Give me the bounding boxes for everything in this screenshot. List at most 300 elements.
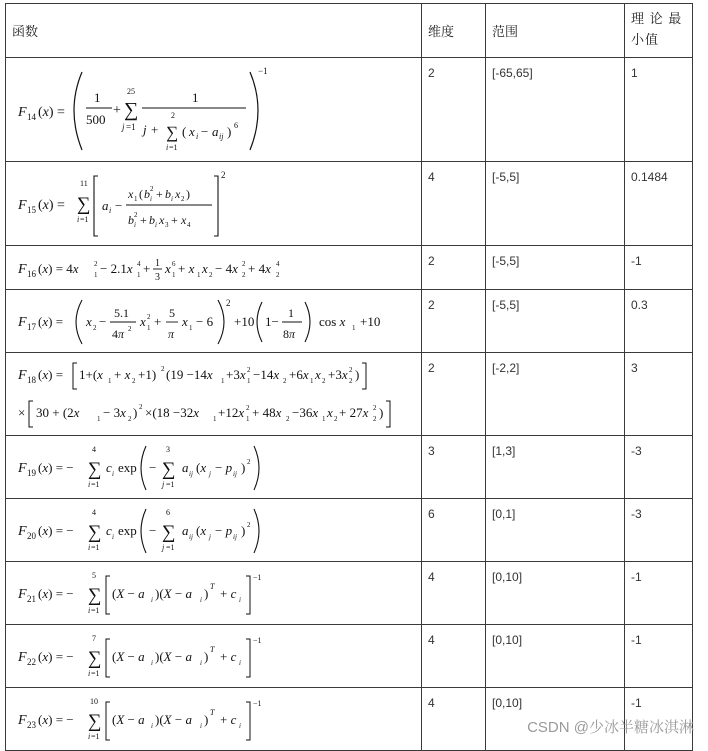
table-row — [6, 162, 693, 246]
svg-text:=1: =1 — [166, 543, 175, 552]
svg-text:2: 2 — [349, 377, 353, 385]
svg-text:cos x: cos x — [319, 314, 346, 329]
svg-text:i: i — [239, 596, 241, 604]
svg-text:3: 3 — [155, 272, 160, 283]
svg-text:=1: =1 — [91, 606, 100, 615]
svg-text:2: 2 — [139, 403, 143, 411]
header-row — [6, 4, 693, 58]
svg-text:2: 2 — [134, 211, 138, 219]
svg-text:ij: ij — [233, 470, 237, 478]
svg-text:=1: =1 — [169, 143, 178, 152]
svg-text:(x) = −: (x) = − — [38, 649, 74, 664]
svg-text:(: ( — [139, 187, 143, 201]
svg-text:+3x: +3x — [226, 367, 246, 382]
svg-text:(x: (x — [196, 460, 207, 475]
svg-text:1: 1 — [221, 377, 225, 385]
svg-text:∑: ∑ — [88, 648, 102, 669]
svg-text:+: + — [156, 187, 163, 201]
svg-text:i: i — [151, 659, 153, 667]
cell-dimension: 4 — [422, 162, 486, 246]
svg-text:i: i — [196, 132, 199, 141]
svg-text:2: 2 — [247, 458, 251, 466]
svg-text:j: j — [162, 543, 165, 552]
cell-min: 3 — [625, 353, 693, 436]
svg-text:−: − — [115, 198, 123, 213]
cell-dimension: 4 — [422, 625, 486, 688]
svg-text:1: 1 — [352, 324, 356, 332]
svg-text:2: 2 — [132, 377, 136, 385]
cell-min: 0.1484 — [625, 162, 693, 246]
svg-text:∑: ∑ — [166, 123, 179, 142]
svg-text:b: b — [144, 187, 150, 201]
svg-text:2: 2 — [283, 377, 287, 385]
svg-text:F: F — [18, 461, 27, 476]
svg-text:∑: ∑ — [124, 99, 139, 121]
svg-text:F: F — [18, 368, 27, 383]
formula-f22 — [6, 625, 422, 688]
svg-text:): ) — [186, 187, 190, 201]
svg-text:): ) — [204, 712, 209, 727]
benchmark-table — [5, 3, 693, 751]
svg-text:6: 6 — [234, 121, 238, 130]
svg-text:+3x: +3x — [328, 367, 348, 382]
svg-text:+10: +10 — [234, 314, 255, 329]
cell-range: [1,3] — [486, 436, 625, 499]
svg-text:− p: − p — [215, 523, 233, 538]
svg-text:): ) — [379, 405, 384, 420]
cell-range: [-5,5] — [486, 162, 625, 246]
svg-text:18: 18 — [27, 375, 36, 385]
svg-text:1: 1 — [322, 415, 326, 423]
svg-text:2: 2 — [242, 271, 246, 279]
svg-text:2: 2 — [161, 365, 165, 373]
svg-text:1: 1 — [192, 90, 199, 105]
svg-text:ij: ij — [189, 533, 193, 541]
cell-range: [0,10] — [486, 625, 625, 688]
svg-text:∑: ∑ — [77, 194, 91, 215]
svg-text:): ) — [204, 649, 209, 664]
svg-text:i: i — [134, 221, 136, 229]
svg-text:1: 1 — [94, 271, 98, 279]
svg-text:8π: 8π — [283, 327, 296, 341]
cell-min: 1 — [625, 58, 693, 162]
svg-text:2: 2 — [322, 377, 326, 385]
svg-text:i: i — [77, 215, 80, 224]
svg-text:4: 4 — [187, 221, 191, 229]
svg-text:exp: exp — [118, 523, 137, 538]
svg-text:2: 2 — [286, 415, 290, 423]
svg-text:− p: − p — [215, 460, 233, 475]
svg-text:1: 1 — [147, 324, 151, 332]
svg-text:2: 2 — [209, 271, 213, 279]
svg-text:x: x — [189, 124, 195, 139]
svg-text:i: i — [151, 722, 153, 730]
svg-text:+: + — [151, 122, 159, 137]
svg-text:a: a — [212, 124, 219, 139]
header-theoretical-min: 理 论 最 小值 — [625, 4, 693, 58]
svg-text:+10: +10 — [360, 314, 381, 329]
svg-text:T: T — [210, 645, 215, 654]
svg-text:F: F — [18, 262, 27, 277]
svg-text:ij: ij — [189, 470, 193, 478]
svg-text:4: 4 — [92, 445, 96, 454]
svg-text:+: + — [143, 261, 151, 276]
svg-text:(X − a: (X − a — [112, 712, 145, 727]
svg-text:− 2.1x: − 2.1x — [100, 261, 133, 276]
svg-text:6: 6 — [172, 260, 176, 268]
svg-text:x: x — [327, 405, 333, 420]
svg-text:i: i — [88, 732, 91, 741]
svg-text:2: 2 — [128, 325, 132, 333]
svg-text:2: 2 — [181, 195, 185, 203]
svg-text:x: x — [86, 314, 92, 329]
svg-text:1: 1 — [246, 415, 250, 423]
svg-text:11: 11 — [80, 179, 88, 188]
header-dimension: 维度 — [422, 4, 486, 58]
svg-text:2: 2 — [373, 404, 377, 412]
cell-dimension: 2 — [422, 58, 486, 162]
svg-text:2: 2 — [334, 415, 338, 423]
svg-text:exp: exp — [118, 460, 137, 475]
svg-text:20: 20 — [27, 531, 36, 541]
svg-text:− 4x: − 4x — [215, 261, 238, 276]
svg-text:(X − a: (X − a — [112, 586, 145, 601]
svg-text:x: x — [181, 213, 187, 227]
svg-text:1: 1 — [108, 377, 112, 385]
table-row — [6, 436, 693, 499]
svg-text:∑: ∑ — [88, 459, 102, 480]
svg-text:x: x — [159, 213, 165, 227]
svg-text:2: 2 — [171, 111, 175, 120]
svg-text:+: + — [140, 213, 147, 227]
svg-text:(x) =: (x) = — [38, 314, 64, 329]
svg-text:− 6: − 6 — [196, 314, 214, 329]
svg-text:i: i — [88, 606, 91, 615]
cell-min: -1 — [625, 688, 693, 751]
svg-text:(x) = −: (x) = − — [38, 460, 74, 475]
svg-text:×(18 −32x: ×(18 −32x — [145, 405, 200, 420]
svg-text:i: i — [112, 470, 114, 478]
svg-text:+ c: + c — [220, 649, 237, 664]
table-row — [6, 58, 693, 162]
svg-text:4π: 4π — [112, 327, 125, 341]
cell-min: -1 — [625, 625, 693, 688]
svg-text:3: 3 — [166, 445, 170, 454]
svg-text:F: F — [18, 198, 27, 213]
cell-range: [-2,2] — [486, 353, 625, 436]
svg-text:16: 16 — [27, 269, 36, 279]
svg-text:2: 2 — [221, 170, 226, 180]
svg-text:): ) — [355, 367, 360, 382]
svg-text:−: − — [149, 460, 157, 475]
svg-text:2: 2 — [276, 271, 280, 279]
svg-text:x: x — [315, 367, 321, 382]
svg-text:+: + — [154, 314, 162, 329]
svg-text:(x) =: (x) = — [38, 367, 64, 382]
svg-text:2: 2 — [147, 313, 151, 321]
svg-text:25: 25 — [127, 87, 135, 96]
svg-text:i: i — [200, 659, 202, 667]
svg-text:i: i — [239, 659, 241, 667]
cell-range: [0,10] — [486, 562, 625, 625]
table-row — [6, 353, 693, 436]
svg-text:F: F — [18, 105, 27, 120]
svg-text:−1: −1 — [253, 699, 262, 708]
svg-text:+1): +1) — [138, 367, 157, 382]
svg-text:− 3x: − 3x — [103, 405, 126, 420]
svg-text:−1: −1 — [253, 636, 262, 645]
svg-text:c: c — [106, 460, 112, 475]
svg-text:+6x: +6x — [289, 367, 309, 382]
table-row — [6, 625, 693, 688]
svg-text:(x) =: (x) = — [38, 105, 65, 120]
svg-text:4: 4 — [276, 260, 280, 268]
svg-text:2: 2 — [349, 366, 353, 374]
formula-f15 — [6, 162, 422, 246]
svg-text:2: 2 — [128, 415, 132, 423]
svg-text:−36x: −36x — [292, 405, 319, 420]
svg-text:i: i — [171, 195, 173, 203]
formula-f16 — [6, 246, 422, 290]
svg-text:∑: ∑ — [88, 585, 102, 606]
svg-text:(x) = −: (x) = − — [38, 586, 74, 601]
cell-dimension: 4 — [422, 562, 486, 625]
svg-text:x: x — [128, 187, 134, 201]
svg-text:1: 1 — [137, 271, 141, 279]
svg-text:π: π — [168, 327, 175, 341]
svg-text:∑: ∑ — [88, 522, 102, 543]
svg-text:=1: =1 — [91, 543, 100, 552]
svg-text:j: j — [122, 122, 125, 132]
table-row — [6, 246, 693, 290]
svg-text:+ 4x: + 4x — [248, 261, 271, 276]
cell-range: [0,10] — [486, 688, 625, 751]
svg-text:2: 2 — [93, 324, 97, 332]
svg-text:j: j — [209, 533, 211, 541]
svg-text:): ) — [204, 586, 209, 601]
table-row — [6, 290, 693, 353]
svg-text:1: 1 — [155, 258, 160, 269]
svg-text:17: 17 — [27, 322, 36, 332]
svg-text:1: 1 — [97, 415, 101, 423]
svg-text:+12x: +12x — [218, 405, 245, 420]
svg-text:i: i — [200, 722, 202, 730]
svg-text:1: 1 — [189, 324, 193, 332]
cell-range: [-5,5] — [486, 290, 625, 353]
svg-text:F: F — [18, 713, 27, 728]
svg-text:i: i — [88, 669, 91, 678]
svg-text:c: c — [106, 523, 112, 538]
svg-text:500: 500 — [86, 112, 106, 127]
formula-f19 — [6, 436, 422, 499]
svg-text:(X − a: (X − a — [112, 649, 145, 664]
svg-text:): ) — [227, 124, 232, 139]
header-range: 范围 — [486, 4, 625, 58]
cell-min: -3 — [625, 499, 693, 562]
svg-text:b: b — [128, 213, 134, 227]
svg-text:6: 6 — [166, 508, 170, 517]
watermark: CSDN @少冰半糖冰淇淋 — [527, 719, 694, 736]
svg-text:1+(x: 1+(x — [79, 367, 103, 382]
svg-text:b: b — [149, 213, 155, 227]
svg-text:(x) = −: (x) = − — [38, 712, 74, 727]
svg-text:): ) — [241, 523, 246, 538]
svg-text:1: 1 — [213, 415, 217, 423]
svg-text:ij: ij — [219, 132, 224, 141]
cell-min: 0.3 — [625, 290, 693, 353]
svg-text:−1: −1 — [253, 573, 262, 582]
svg-text:i: i — [155, 221, 157, 229]
svg-text:a: a — [182, 523, 189, 538]
formula-f18 — [6, 353, 422, 436]
svg-text:): ) — [133, 405, 138, 420]
svg-text:19: 19 — [27, 468, 36, 478]
cell-dimension: 4 — [422, 688, 486, 751]
cell-range: [0,1] — [486, 499, 625, 562]
svg-text:15: 15 — [27, 205, 36, 215]
svg-text:3: 3 — [165, 221, 169, 229]
svg-text:ij: ij — [233, 533, 237, 541]
svg-text:x: x — [182, 314, 188, 329]
svg-text:4: 4 — [92, 508, 96, 517]
svg-text:=1: =1 — [91, 669, 100, 678]
svg-text:i: i — [239, 722, 241, 730]
cell-min: -3 — [625, 436, 693, 499]
svg-text:1−: 1− — [265, 314, 279, 329]
svg-text:=1: =1 — [126, 122, 136, 132]
svg-text:+ x: + x — [114, 367, 131, 382]
svg-text:=1: =1 — [166, 480, 175, 489]
svg-text:i: i — [200, 596, 202, 604]
svg-text:(: ( — [182, 124, 187, 139]
svg-text:x: x — [165, 261, 171, 276]
formula-f21 — [6, 562, 422, 625]
svg-text:2: 2 — [242, 260, 246, 268]
svg-text:1: 1 — [247, 377, 251, 385]
svg-text:2: 2 — [94, 260, 98, 268]
svg-text:(x) = −: (x) = − — [38, 523, 74, 538]
formula-f17 — [6, 290, 422, 353]
svg-text:2: 2 — [226, 298, 231, 308]
cell-range: [-65,65] — [486, 58, 625, 162]
svg-text:−14x: −14x — [253, 367, 280, 382]
svg-text:): ) — [241, 460, 246, 475]
svg-text:∑: ∑ — [162, 522, 176, 543]
svg-text:i: i — [88, 543, 91, 552]
svg-text:j: j — [209, 470, 211, 478]
svg-text:7: 7 — [92, 634, 96, 643]
svg-text:+ c: + c — [220, 586, 237, 601]
svg-text:i: i — [166, 143, 169, 152]
svg-text:+: + — [113, 103, 121, 118]
svg-text:∑: ∑ — [162, 459, 176, 480]
svg-text:=1: =1 — [91, 732, 100, 741]
svg-text:(x: (x — [196, 523, 207, 538]
formula-f14 — [6, 58, 422, 162]
svg-text:a: a — [102, 198, 109, 213]
svg-text:21: 21 — [27, 594, 36, 604]
svg-text:T: T — [210, 582, 215, 591]
cell-min: -1 — [625, 246, 693, 290]
svg-text:2: 2 — [246, 404, 250, 412]
svg-text:+ c: + c — [220, 712, 237, 727]
svg-text:b: b — [165, 187, 171, 201]
svg-text:1: 1 — [172, 271, 176, 279]
svg-text:1: 1 — [134, 195, 138, 203]
svg-text:22: 22 — [27, 657, 36, 667]
svg-text:5: 5 — [169, 306, 175, 320]
svg-text:30 + (2x: 30 + (2x — [36, 405, 80, 420]
svg-text:F: F — [18, 524, 27, 539]
svg-text:2: 2 — [247, 521, 251, 529]
svg-text:i: i — [150, 195, 152, 203]
svg-text:x: x — [140, 314, 146, 329]
svg-text:1: 1 — [197, 271, 201, 279]
svg-text:)(X − a: )(X − a — [155, 649, 192, 664]
table-row — [6, 499, 693, 562]
svg-text:(x) = 4x: (x) = 4x — [38, 261, 79, 276]
svg-text:5: 5 — [92, 571, 96, 580]
svg-text:i: i — [151, 596, 153, 604]
svg-text:14: 14 — [27, 112, 36, 122]
svg-text:−: − — [201, 124, 209, 139]
svg-text:10: 10 — [90, 697, 98, 706]
svg-text:i: i — [109, 206, 112, 215]
svg-text:(x) =: (x) = — [38, 198, 65, 213]
cell-dimension: 6 — [422, 499, 486, 562]
cell-dimension: 2 — [422, 353, 486, 436]
table-row — [6, 562, 693, 625]
formula-f23 — [6, 688, 422, 751]
formula-f20 — [6, 499, 422, 562]
svg-text:i: i — [112, 533, 114, 541]
svg-text:=1: =1 — [91, 480, 100, 489]
svg-text:x: x — [202, 261, 208, 276]
svg-text:+ 48x: + 48x — [252, 405, 282, 420]
cell-range: [-5,5] — [486, 246, 625, 290]
cell-dimension: 3 — [422, 436, 486, 499]
svg-text:4: 4 — [137, 260, 141, 268]
header-function: 函数 — [6, 4, 422, 58]
svg-text:2: 2 — [150, 185, 154, 193]
cell-dimension: 2 — [422, 290, 486, 353]
svg-text:−: − — [149, 523, 157, 538]
svg-text:+: + — [171, 213, 178, 227]
svg-text:∑: ∑ — [88, 711, 102, 732]
svg-text:2: 2 — [247, 366, 251, 374]
svg-text:1: 1 — [94, 90, 101, 105]
cell-dimension: 2 — [422, 246, 486, 290]
svg-text:j: j — [162, 480, 165, 489]
svg-text:j: j — [143, 122, 147, 137]
svg-text:x: x — [175, 187, 181, 201]
svg-text:5.1: 5.1 — [114, 306, 129, 320]
cell-min: -1 — [625, 562, 693, 625]
svg-text:1: 1 — [310, 377, 314, 385]
svg-text:)(X − a: )(X − a — [155, 586, 192, 601]
svg-text:1: 1 — [288, 306, 294, 320]
svg-text:−: − — [99, 314, 107, 329]
svg-text:F: F — [18, 587, 27, 602]
svg-text:a: a — [182, 460, 189, 475]
svg-text:×: × — [18, 405, 26, 420]
svg-text:(19 −14x: (19 −14x — [166, 367, 213, 382]
svg-text:−1: −1 — [258, 66, 268, 76]
svg-text:T: T — [210, 708, 215, 717]
svg-text:23: 23 — [27, 720, 36, 730]
svg-text:)(X − a: )(X − a — [155, 712, 192, 727]
svg-text:F: F — [18, 650, 27, 665]
